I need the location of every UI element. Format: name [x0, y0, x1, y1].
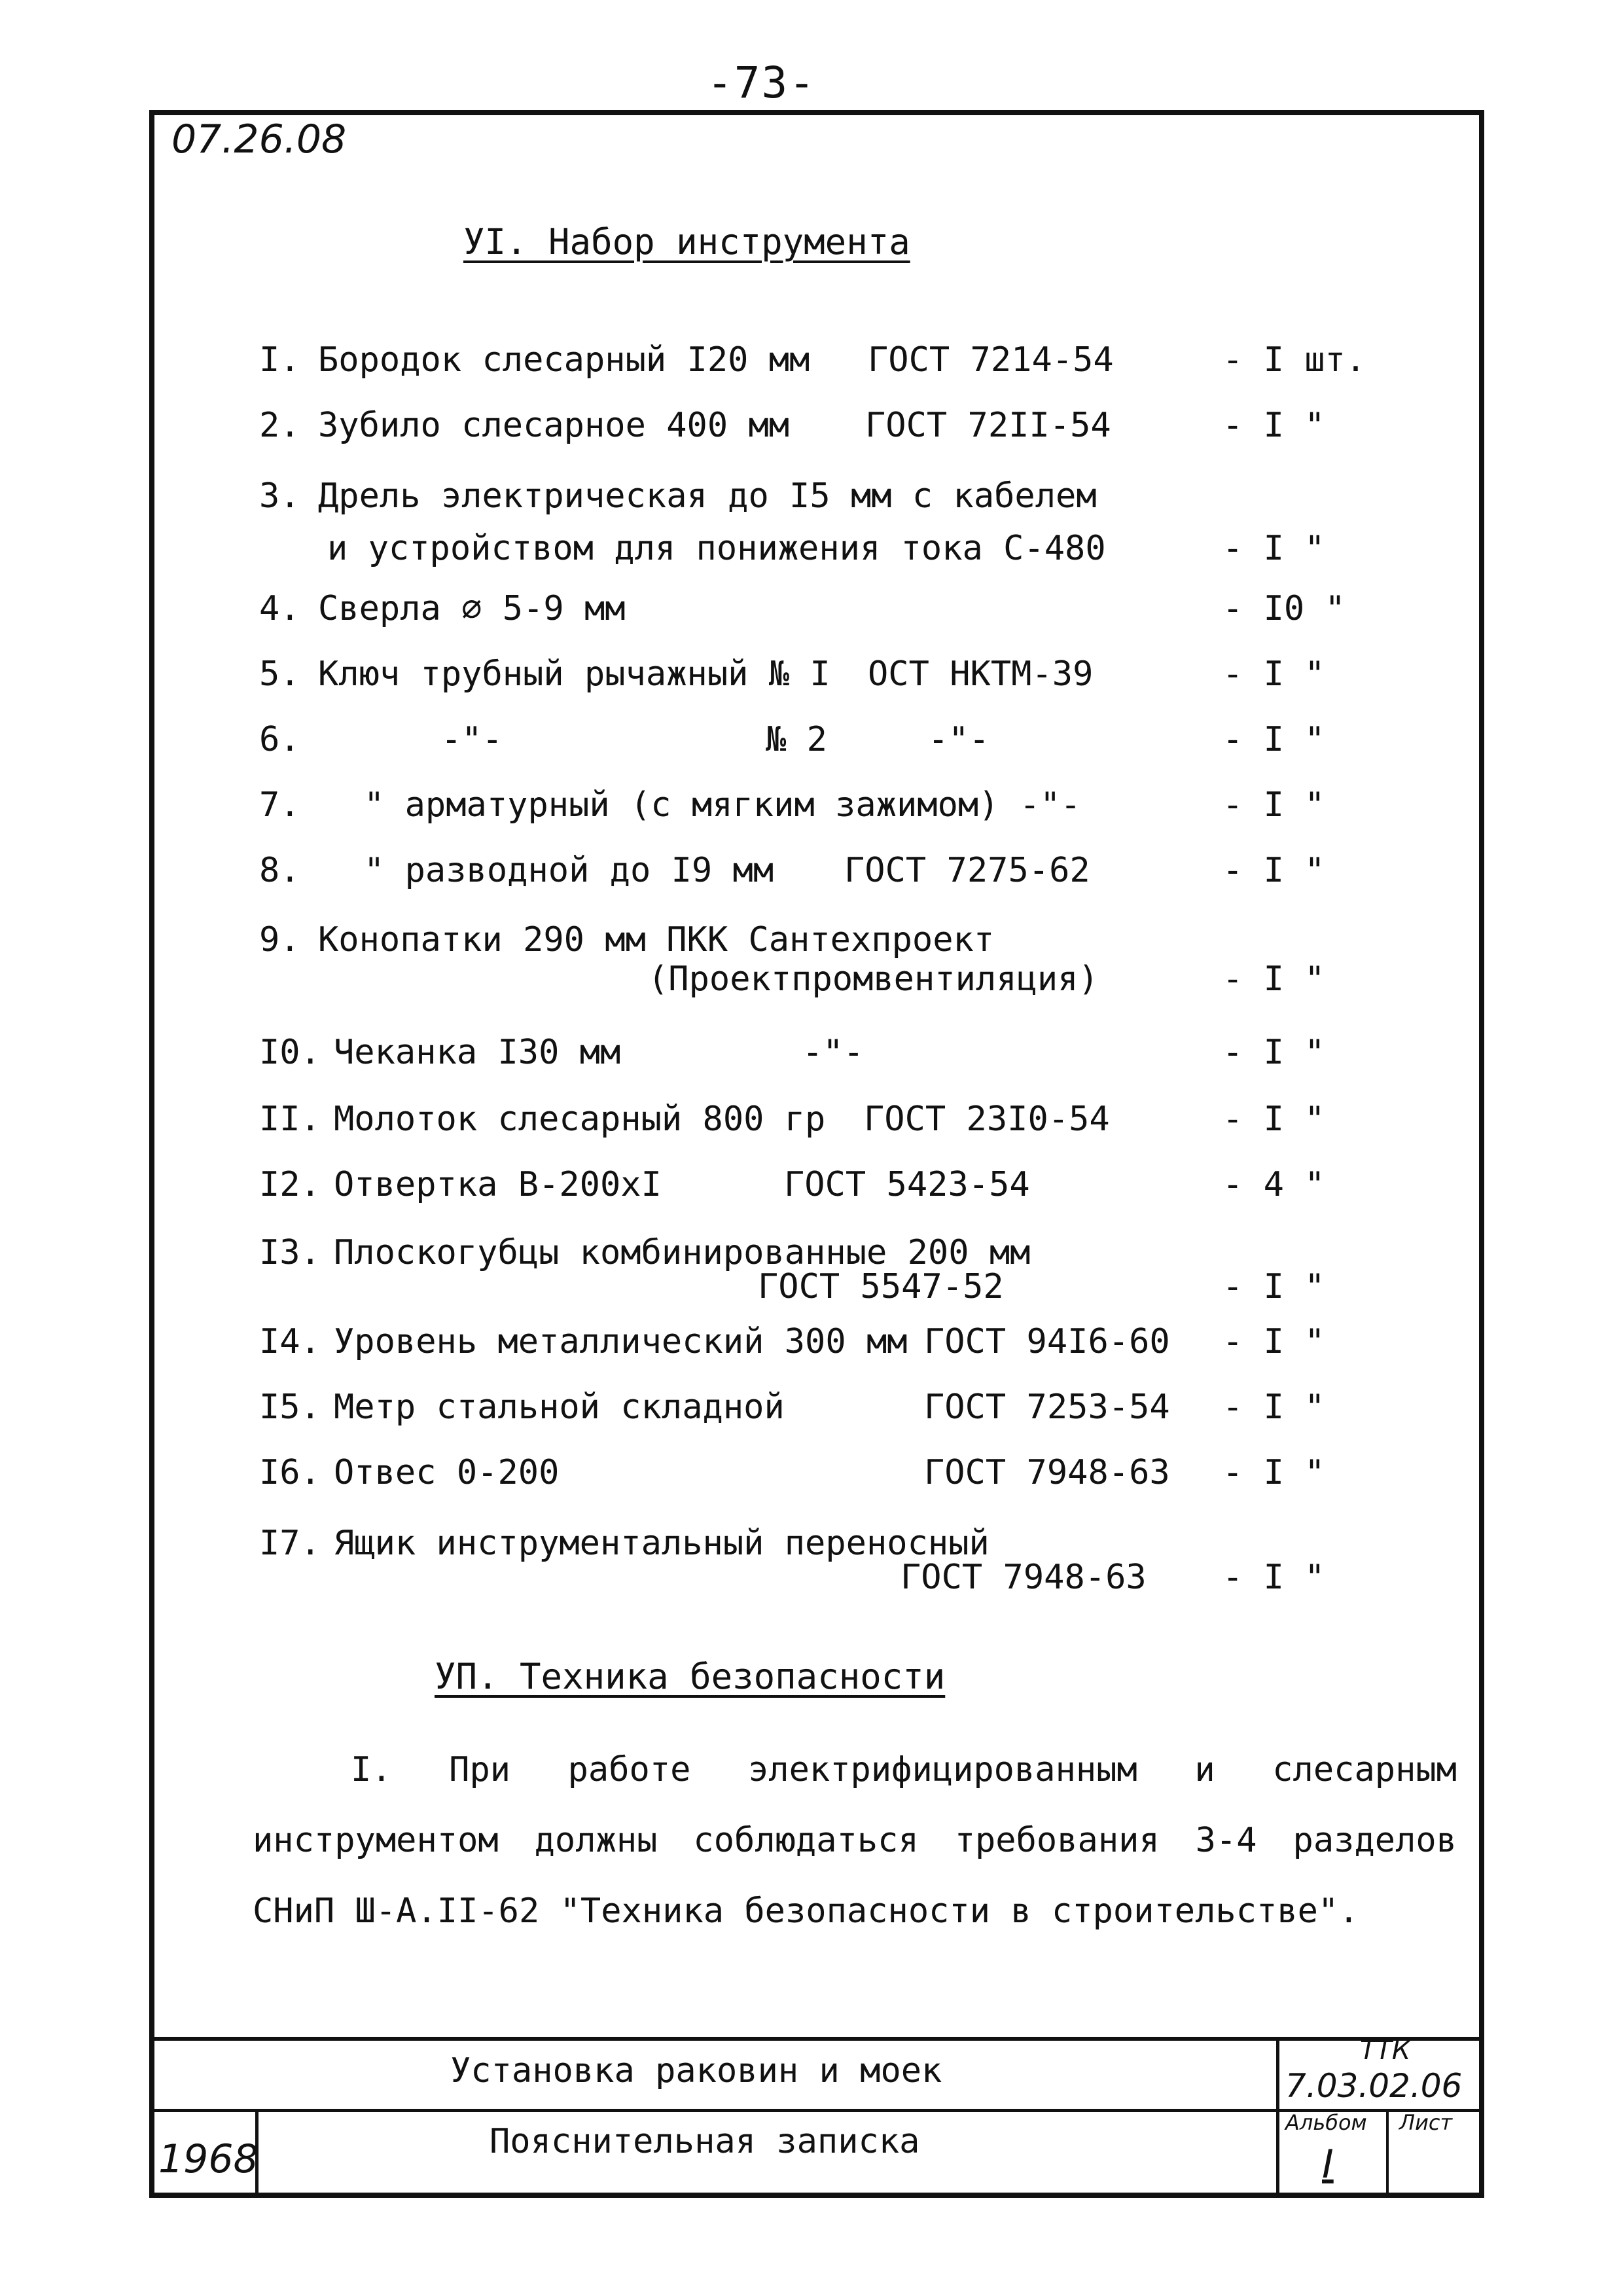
stamp-line-right — [1276, 2037, 1279, 2198]
tool-item-standard: ГОСТ 94I6-60 — [924, 1322, 1170, 1361]
safety-paragraph: I. При работе электрифицированным и слесарным инструментом должны соблюдаться требования 3-4 разделов СНиП Ш-А.II-62 "Техника безопасности в строительстве". — [253, 1750, 1457, 1931]
tool-item-quantity: - I " — [1222, 851, 1325, 890]
tool-item-line2: ГОСТ 7948-63 — [901, 1558, 1147, 1597]
tool-item-number: I5. — [259, 1388, 321, 1427]
tool-item-line2: (Проектпромвентиляция) — [648, 960, 1099, 999]
stamp-line-cells — [1386, 2109, 1389, 2198]
tool-item-quantity: - I " — [1222, 1033, 1325, 1072]
tool-item-standard: ГОСТ 23I0-54 — [864, 1100, 1110, 1139]
tool-item-name: Зубило слесарное 400 мм — [318, 406, 790, 445]
tool-item-quantity: - I " — [1222, 529, 1325, 568]
tool-item-name: Конопатки 290 мм ПКК Сантехпроект — [318, 920, 995, 960]
tool-item-quantity: - I " — [1222, 655, 1325, 694]
stamp-title: Установка раковин и моек — [450, 2051, 942, 2090]
tool-item-line2: ГОСТ 5547-52 — [758, 1267, 1004, 1306]
stamp-album-label: Альбом — [1285, 2110, 1367, 2135]
tool-item-number: 6. — [259, 720, 300, 759]
tool-item-standard: -"- — [802, 1033, 864, 1072]
tool-item-standard: -"- — [928, 720, 990, 759]
section-7-heading: УП. Техника безопасности — [435, 1656, 946, 1697]
title-block — [149, 2037, 1484, 2198]
tool-item-quantity: - I " — [1222, 960, 1325, 999]
tool-item-number: I6. — [259, 1453, 321, 1492]
tool-item-name: " арматурный (с мягким зажимом) -"- — [364, 785, 1081, 825]
handwritten-doc-code: 07.26.08 — [171, 117, 347, 162]
tool-item-number: I0. — [259, 1033, 321, 1072]
tool-item-name: Метр стальной складной — [334, 1388, 785, 1427]
page-number: -73- — [707, 58, 816, 108]
tool-item-quantity: - I " — [1222, 1100, 1325, 1139]
tool-item-number: 2. — [259, 406, 300, 445]
tool-item-standard: ГОСТ 5423-54 — [784, 1165, 1030, 1204]
tool-item-quantity: - I " — [1222, 1267, 1325, 1306]
tool-item-number: II. — [259, 1100, 321, 1139]
tool-item-quantity: - I " — [1222, 1453, 1325, 1492]
stamp-ttk-label: ТТК — [1360, 2036, 1411, 2066]
tool-item-size: № 2 — [766, 720, 827, 759]
tool-item-standard: ОСТ НКТМ-39 — [868, 655, 1094, 694]
tool-item-number: I7. — [259, 1524, 321, 1563]
tool-item-quantity: - I шт. — [1222, 340, 1366, 380]
tool-item-name: Ящик инструментальный переносный — [334, 1524, 990, 1563]
tool-item-number: 3. — [259, 476, 300, 516]
section-6-heading: УI. Набор инструмента — [463, 221, 910, 262]
tool-item-name: Дрель электрическая до I5 мм с кабелем — [318, 476, 1097, 516]
stamp-year: 1968 — [158, 2136, 259, 2182]
tool-item-name: " разводной до I9 мм — [364, 851, 774, 890]
tool-item-number: 9. — [259, 920, 300, 960]
tool-item-standard: ГОСТ 7253-54 — [924, 1388, 1170, 1427]
tool-item-number: 5. — [259, 655, 300, 694]
tool-item-number: I2. — [259, 1165, 321, 1204]
tool-item-standard: ГОСТ 72II-54 — [865, 406, 1111, 445]
tool-item-quantity: - I " — [1222, 406, 1325, 445]
tool-item-number: I4. — [259, 1322, 321, 1361]
tool-item-quantity: - I " — [1222, 1558, 1325, 1597]
tool-item-name: Сверла ∅ 5-9 мм — [318, 589, 626, 628]
tool-item-line2: и устройством для понижения тока С-480 — [327, 529, 1106, 568]
tool-item-number: 8. — [259, 851, 300, 890]
stamp-album-value: I — [1322, 2142, 1334, 2187]
tool-item-quantity: - I " — [1222, 785, 1325, 825]
tool-item-name: Отвес 0-200 — [334, 1453, 560, 1492]
tool-item-quantity: - I " — [1222, 720, 1325, 759]
stamp-sheet-label: Лист — [1399, 2110, 1453, 2135]
tool-item-name: Уровень металлический 300 мм — [334, 1322, 908, 1361]
stamp-line-top — [149, 2037, 1484, 2041]
tool-item-standard: ГОСТ 7948-63 — [924, 1453, 1170, 1492]
tool-item-name: Отвертка В-200хI — [334, 1165, 662, 1204]
tool-item-number: 4. — [259, 589, 300, 628]
tool-item-name: Ключ трубный рычажный № I — [318, 655, 830, 694]
stamp-ttk-code: 7.03.02.06 — [1285, 2067, 1463, 2105]
tool-item-number: I3. — [259, 1233, 321, 1272]
tool-item-number: 7. — [259, 785, 300, 825]
tool-item-number: I. — [259, 340, 300, 380]
tool-item-quantity: - 4 " — [1222, 1165, 1325, 1204]
tool-item-name: -"- — [441, 720, 503, 759]
tool-item-standard: ГОСТ 7214-54 — [868, 340, 1114, 380]
stamp-subtitle: Пояснительная записка — [490, 2122, 920, 2161]
tool-item-quantity: - I0 " — [1222, 589, 1346, 628]
tool-item-name: Чеканка I30 мм — [334, 1033, 621, 1072]
tool-item-quantity: - I " — [1222, 1322, 1325, 1361]
tool-item-standard: ГОСТ 7275-62 — [844, 851, 1090, 890]
tool-item-name: Бородок слесарный I20 мм — [318, 340, 810, 380]
stamp-line-middle — [149, 2109, 1484, 2112]
tool-item-quantity: - I " — [1222, 1388, 1325, 1427]
tool-item-name: Плоскогубцы комбинированные 200 мм — [334, 1233, 1031, 1272]
tool-item-name: Молоток слесарный 800 гр — [334, 1100, 826, 1139]
